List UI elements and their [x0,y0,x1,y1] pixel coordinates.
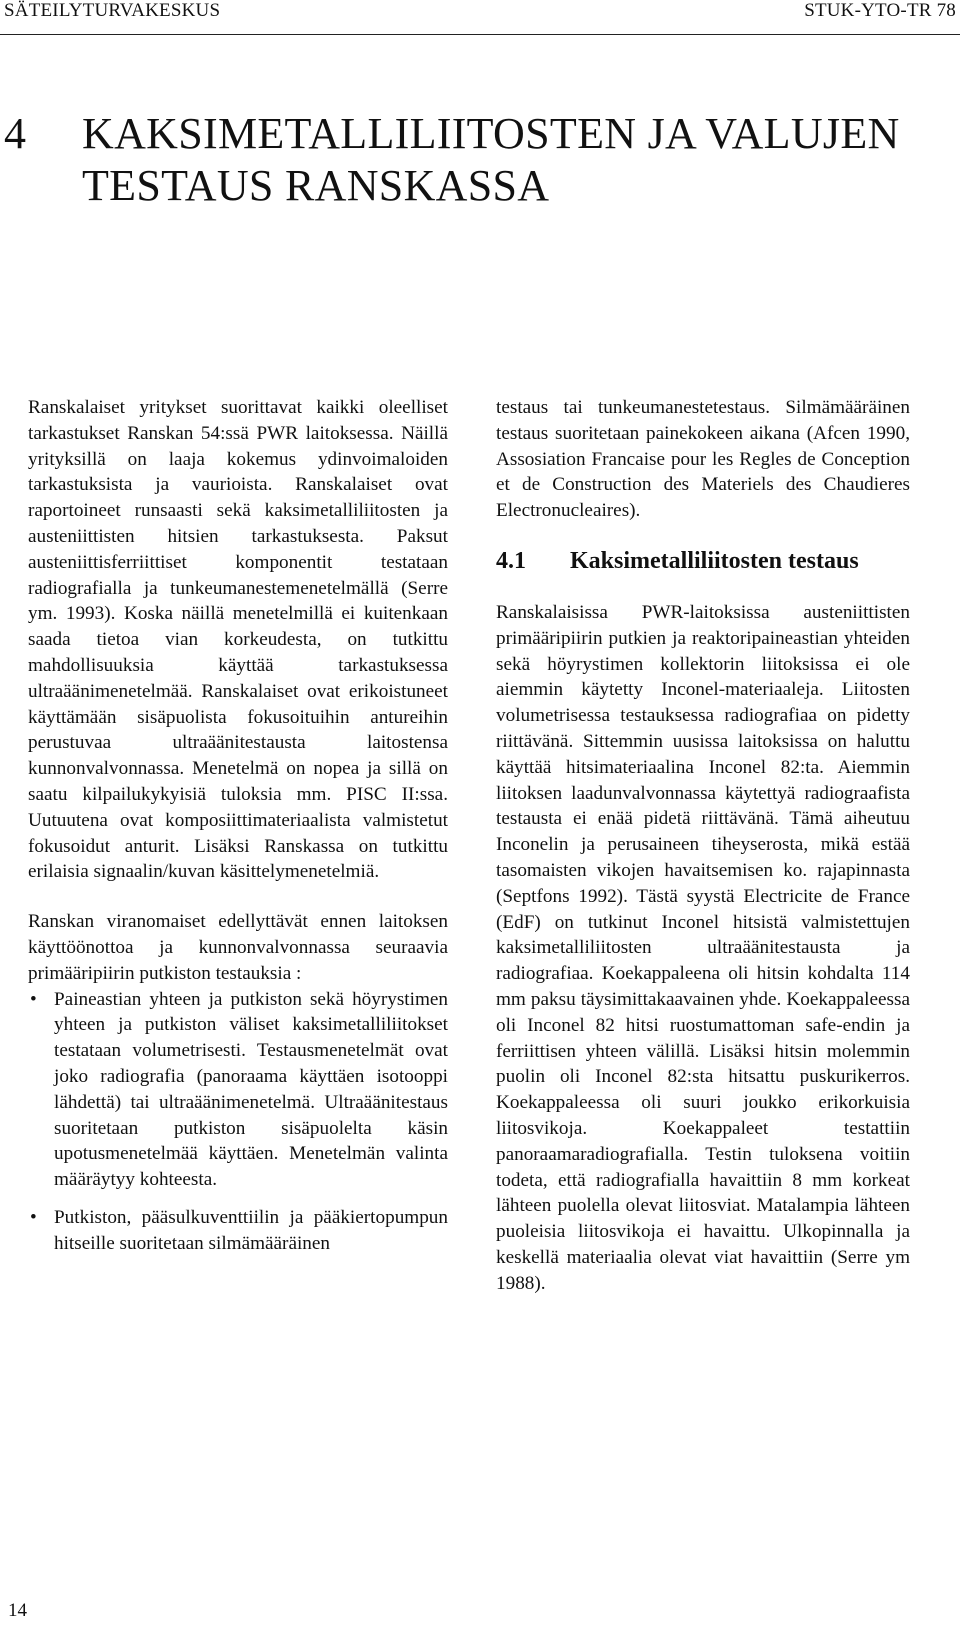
right-paragraph-1: testaus tai tunkeumanestetestaus. Silmämääräinen testaus suoritetaan painekokeen aikana (Afcen 1990, Assosiation Francaise pour les Regles de Conception et de Construction des Materiels des Chaudieres Electronucleaires). [496,397,910,522]
header-report-id: STUK-YTO-TR 78 [804,0,956,21]
list-item [28,987,448,1193]
running-header [4,0,956,24]
bullet-marker: • [30,988,37,1010]
list-item-text: Putkiston, pääsulkuventtiilin ja pääkiertopumpun hitseille suoritetaan silmämääräinen [54,1206,448,1254]
page-number: 14 [8,1600,27,1621]
chapter-number: 4 [4,109,27,158]
section-title: Kaksimetalliliitosten testaus [570,547,859,574]
header-rule [0,34,960,35]
right-paragraph-2: Ranskalaisissa PWR-laitoksissa austeniittisten primääripiirin putkien ja reaktoripaineastian yhteiden sekä höyrystimen kollektorin liitoksissa ei ole aiemmin käytetty Inconel-materiaaleja. Liitosten volumetrisessa testauksessa radiografiaa on pidetty riittävänä. Sittemmin uusissa laitoksissa on haluttu käyttää hitsimateriaalina Inconel 82:ta. Aiemmin liitoksen laadunvalvonnassa käytettyä radiograafista testausta ei enää pidetä riittävänä. Tämä aiheutuu Inconelin ja perusaineen tiheyserosta, mikä estää tasomaisten vikojen havaitsemisen ko. rajapinnasta (Septfons 1992). Tästä syystä Electricite de France (EdF) on tutkinut Inconel hitsistä valmistettujen kaksimetalliliitosten ultraäänitestausta ja radiografiaa. Koekappaleena oli hitsin kohdalta 114 mm paksu täysimittakaavainen yhde. Koekappaleessa oli Inconel 82 hitsi ruostumattoman safe-endin ja ferriittisen yhteen välillä. Lisäksi hitsin molemmin puolin oli Inconel 82:sta hitsattu puskurikerros. Koekappaleessa oli suuri joukko erikorkuisia liitosvikoja. Koekappaleet testattiin panoraamaradiografialla. Testin tuloksena voitiin todeta, että radiografialla havaittiin 8 mm korkeat lähteen puolella olevat liitosviat. Matalampia lähteen puoleisia liitosvikoja ei havaittu. Ulkopinnalla ja keskellä materiaalia olevat viat havaittiin (Serre ym 1988). [496,601,910,1294]
list-item-text: Paineastian yhteen ja putkiston sekä höyrystimen yhteen ja putkiston väliset kaksimetalliliitokset testataan volumetrisesti. Testausmenetelmät ovat joko radiografia (panoraama käyttäen isotooppi lähdettä) tai ultraäänimenetelmä. Ultraäänitestaus suoritetaan putkiston sisäpuolelta käsin upotusmenetelmää käyttäen. Menetelmän valinta määräytyy kohteesta. [54,988,448,1191]
chapter-title: KAKSIMETALLILIITOSTEN JA VALUJEN TESTAUS RANSKASSA [82,109,900,210]
left-paragraph-1: Ranskalaiset yritykset suorittavat kaikki oleelliset tarkastukset Ranskan 54:ssä PWR laitoksessa. Näillä yrityksillä on laaja kokemus ydinvoimaloiden tarkastuksista ja vaurioista. Ranskalaiset ovat raportoineet runsaasti sekä kaksimetalliliitosten ja austeniittisten hitsien tarkastuksesta. Paksut austeniittisferriittiset komponentit testataan radiografialla ja tunkeumanestemenetelmällä (Serre ym. 1993). Koska näillä menetelmillä ei kuitenkaan saada tietoa vian korkeudesta, on tutkittu mahdollisuuksia käyttää tarkastuksessa ultraäänimenetelmää. Ranskalaiset ovat erikoistuneet käyttämään sisäpuolista fokusoituihin antureihin perustuvaa ultraäänitestausta laitostensa kunnonvalvonnassa. Menetelmä on nopea ja sillä on saatu kilpailukykyisiä tuloksia mm. PISC II:ssa. Uutuutena ovat komposiittimateriaalista valmistetut fokusoidut anturit. Lisäksi Ranskassa on tutkittu erilaisia signaalin/kuvan käsittelymenetelmiä. [28,397,448,883]
left-paragraph-2: Ranskan viranomaiset edellyttävät ennen laitoksen käyttöönottoa ja kunnonvalvonnassa seuraavia primääripiirin putkiston testauksia : [28,911,448,984]
right-column [496,395,910,1297]
left-column [28,395,448,1257]
bullet-marker: • [30,1206,37,1228]
section-number: 4.1 [496,547,526,574]
section-heading [496,546,910,576]
list-item [28,1205,448,1257]
header-organization: SÄTEILYTURVAKESKUS [4,0,221,21]
requirements-list [28,987,448,1257]
